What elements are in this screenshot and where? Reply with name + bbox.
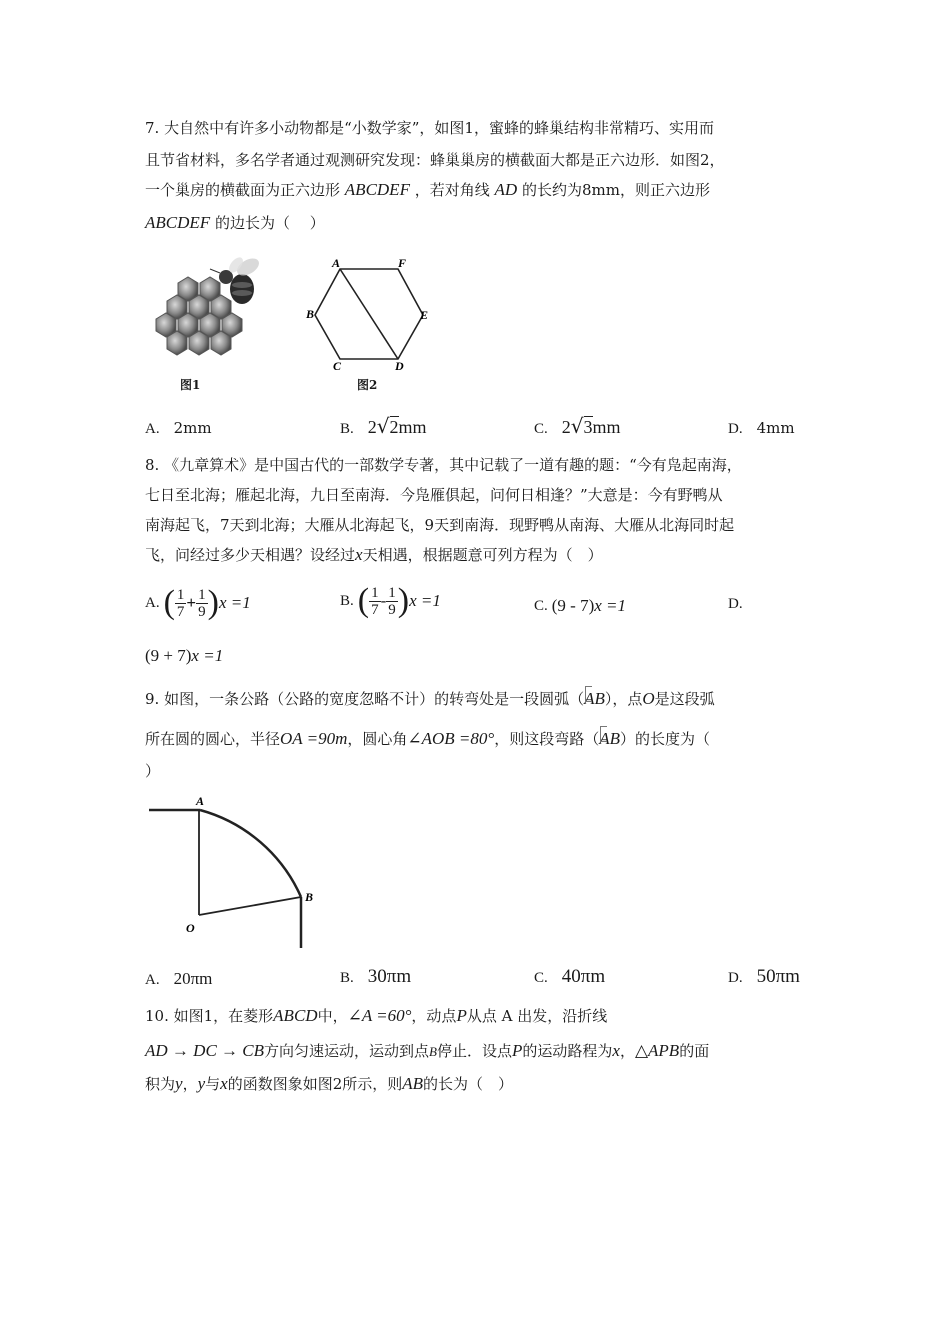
figure2-caption: 图2 (357, 378, 378, 392)
q10-text: ， (619, 1042, 635, 1060)
right-paren: ) (397, 582, 410, 619)
q10-line3 (145, 1074, 513, 1094)
q10-text: 停止．设点 (436, 1042, 512, 1060)
option-label: B. (340, 421, 354, 437)
q7-option-c[interactable] (534, 415, 621, 440)
option-label: C. (534, 421, 548, 437)
q9-option-c[interactable] (534, 966, 605, 989)
option-value: 40πm (561, 966, 606, 987)
q10-text: 的面 (679, 1042, 710, 1060)
q7-text: 7. 大自然中有许多小动物都是“小数学家”，如图1，蜜蜂的蜂巢结构非常精巧、实用而 (145, 119, 714, 137)
q8-line3 (145, 515, 734, 535)
left-paren: ( (163, 584, 175, 621)
q10-text: 积为 (145, 1075, 176, 1093)
fraction (369, 585, 381, 618)
option-value: 2mm (173, 419, 212, 437)
q9-text: ） (145, 762, 161, 780)
equation-lhs: (9 - 7) (551, 596, 595, 615)
q9-text: ，则这段弯路（ (494, 730, 600, 748)
q8-line2 (145, 485, 723, 505)
q9-line3 (145, 761, 160, 781)
denominator: 7 (371, 601, 379, 618)
q9-text: ，圆心角 (347, 730, 408, 748)
q10-text: ，动点 (411, 1007, 457, 1025)
point-p: P (511, 1041, 523, 1060)
honeycomb-figure (148, 255, 273, 370)
q9-text: ），点 (604, 690, 643, 708)
q10-text: 中， (317, 1007, 348, 1025)
q8-line1 (145, 455, 742, 475)
vertex-label-f: F (398, 256, 407, 270)
q8-line4 (145, 545, 603, 565)
point-label-a: A (196, 794, 205, 808)
q10-text: ， (182, 1075, 198, 1093)
option-value: 20πm (173, 969, 213, 988)
q9-option-b[interactable] (340, 966, 411, 989)
q7-text: 且节省材料，多名学者通过观测研究发现：蜂巢巢房的横截面大都是正六边形．如图2， (145, 151, 725, 169)
numerator: 1 (371, 584, 379, 601)
denominator: 9 (388, 601, 396, 618)
denominator: 7 (176, 603, 185, 620)
vertex-label-a: A (332, 256, 341, 270)
fraction (386, 585, 398, 618)
coefficient: 2 (561, 417, 571, 437)
option-label: D. (728, 421, 743, 437)
q9-text: 9. 如图，一条公路（公路的宽度忽略不计）的转弯处是一段圆弧（ (145, 690, 585, 708)
hexagon-figure (305, 255, 435, 375)
q7-text: 的边长为（ ） (214, 214, 325, 232)
option-label: A. (145, 595, 160, 611)
unit: mm (398, 417, 427, 437)
numerator: 1 (198, 586, 206, 603)
q10-text: 从点 A 出发，沿折线 (466, 1007, 608, 1025)
figure1-caption: 图1 (180, 378, 201, 392)
road-arc (200, 810, 301, 897)
sqrt-icon: √ (570, 414, 584, 438)
q9-option-d[interactable] (728, 966, 800, 989)
vertex-label-d: D (395, 359, 404, 373)
q7-option-b[interactable] (340, 415, 427, 440)
q7-line1 (145, 118, 714, 138)
hexagon-name: ABCDEF (145, 213, 211, 232)
vertex-label-c: C (333, 359, 342, 373)
q10-text: 的长为（ ） (423, 1075, 514, 1093)
option-label: A. (145, 421, 160, 437)
q10-text: 方向匀速运动，运动到点 (264, 1042, 430, 1060)
q8-option-d-expression (145, 644, 223, 667)
left-paren: ( (357, 582, 370, 619)
q7-line4 (145, 213, 325, 233)
arc-ab: AB (584, 689, 605, 708)
option-label: A. (145, 972, 160, 988)
q8-option-a[interactable] (145, 580, 251, 624)
point-b: B (429, 1044, 437, 1059)
option-value: 4mm (756, 419, 795, 437)
operator: - (380, 591, 387, 610)
option-label: B. (340, 970, 354, 986)
coefficient: 2 (367, 417, 377, 437)
triangle-apb: △APB (634, 1041, 680, 1060)
diagonal-ad (340, 269, 398, 359)
path-expression: AD → DC → CB (145, 1041, 264, 1060)
variable-y: y (175, 1074, 183, 1093)
option-value: 50πm (756, 966, 800, 987)
q10-text: 的函数图象如图2所示，则 (227, 1075, 403, 1093)
q7-text: 的长约为8mm，则正六边形 (521, 181, 710, 199)
hexagon-name: ABCDEF (344, 180, 410, 199)
q7-line3 (145, 180, 710, 200)
numerator: 1 (388, 584, 396, 601)
equation-rhs: x =1 (409, 591, 441, 610)
fraction (196, 587, 208, 620)
q10-text: 与 (205, 1075, 221, 1093)
option-label: B. (340, 593, 354, 609)
q9-line2 (145, 729, 710, 749)
road-arc-figure (145, 790, 325, 955)
q10-line2 (145, 1041, 709, 1062)
variable-x: x (355, 545, 363, 564)
q8-option-b[interactable] (340, 578, 441, 622)
option-label: C. (534, 970, 548, 986)
arc-ab: AB (599, 729, 620, 748)
option-label: D. (728, 596, 743, 612)
q8-text: 飞，问经过多少天相遇？设经过 (145, 546, 356, 564)
radius-ob (199, 897, 301, 915)
q8-text: 七日至北海；雁起北海，九日至南海．今凫雁俱起，问何日相逢？”大意是：今有野鸭从 (145, 486, 723, 504)
q8-text: 天相遇，根据题意可列方程为（ ） (362, 546, 603, 564)
radicand: 2 (389, 417, 399, 437)
q10-text: 的运动路程为 (522, 1042, 613, 1060)
q8-option-c[interactable] (534, 594, 626, 617)
option-value: 30πm (367, 966, 412, 987)
q9-line1 (145, 689, 715, 709)
denominator: 9 (198, 603, 206, 620)
variable-y: y (197, 1074, 206, 1093)
segment-ab: AB (402, 1074, 424, 1093)
q8-text: 8. 《九章算术》是中国古代的一部数学专著，其中记载了一道有趣的题：“今有凫起南海， (145, 456, 742, 474)
equation-rhs: x =1 (594, 596, 627, 615)
point-o: O (642, 689, 655, 708)
numerator: 1 (176, 586, 185, 603)
equation-rhs: x =1 (191, 646, 224, 665)
sqrt-icon: √ (376, 414, 390, 438)
q7-text: 一个巢房的横截面为正六边形 (145, 181, 341, 199)
q9-text: ）的长度为（ (620, 730, 711, 748)
unit: mm (592, 417, 621, 437)
radius-expression: OA =90m (280, 729, 348, 748)
diagonal-name: AD (494, 180, 518, 199)
q10-text: 10. 如图1，在菱形 (145, 1007, 274, 1025)
q9-text: 是这段弧 (654, 690, 715, 708)
point-label-o: O (186, 921, 195, 935)
q9-option-a[interactable] (145, 968, 212, 991)
vertex-label-e: E (420, 308, 429, 322)
vertex-label-b: B (306, 307, 315, 321)
option-label: D. (728, 970, 743, 986)
fraction (175, 587, 187, 620)
q9-text: 所在圆的圆心，半径 (145, 730, 281, 748)
q8-text: 南海起飞，7天到北海；大雁从北海起飞，9天到南海．现野鸭从南海、大雁从北海同时起 (145, 516, 735, 534)
q7-option-a[interactable] (145, 417, 212, 440)
point-label-b: B (305, 890, 314, 904)
angle-expression: ∠A =60° (347, 1006, 412, 1025)
q7-text: ，若对角线 (414, 181, 490, 199)
option-label: C. (534, 598, 548, 614)
operator: + (186, 593, 197, 612)
equation-rhs: x =1 (218, 593, 251, 612)
angle-expression: ∠AOB =80° (407, 729, 495, 748)
point-p: P (456, 1006, 467, 1025)
variable-x: x (612, 1041, 620, 1060)
equation-lhs: (9 + 7) (145, 646, 192, 665)
q7-option-d[interactable] (728, 417, 795, 440)
rhombus-name: ABCD (273, 1006, 318, 1025)
q8-option-d[interactable] (728, 592, 757, 615)
q7-line2 (145, 150, 725, 170)
right-paren: ) (207, 584, 219, 621)
variable-x: x (220, 1074, 228, 1093)
radicand: 3 (583, 417, 593, 437)
q10-line1 (145, 1006, 607, 1026)
